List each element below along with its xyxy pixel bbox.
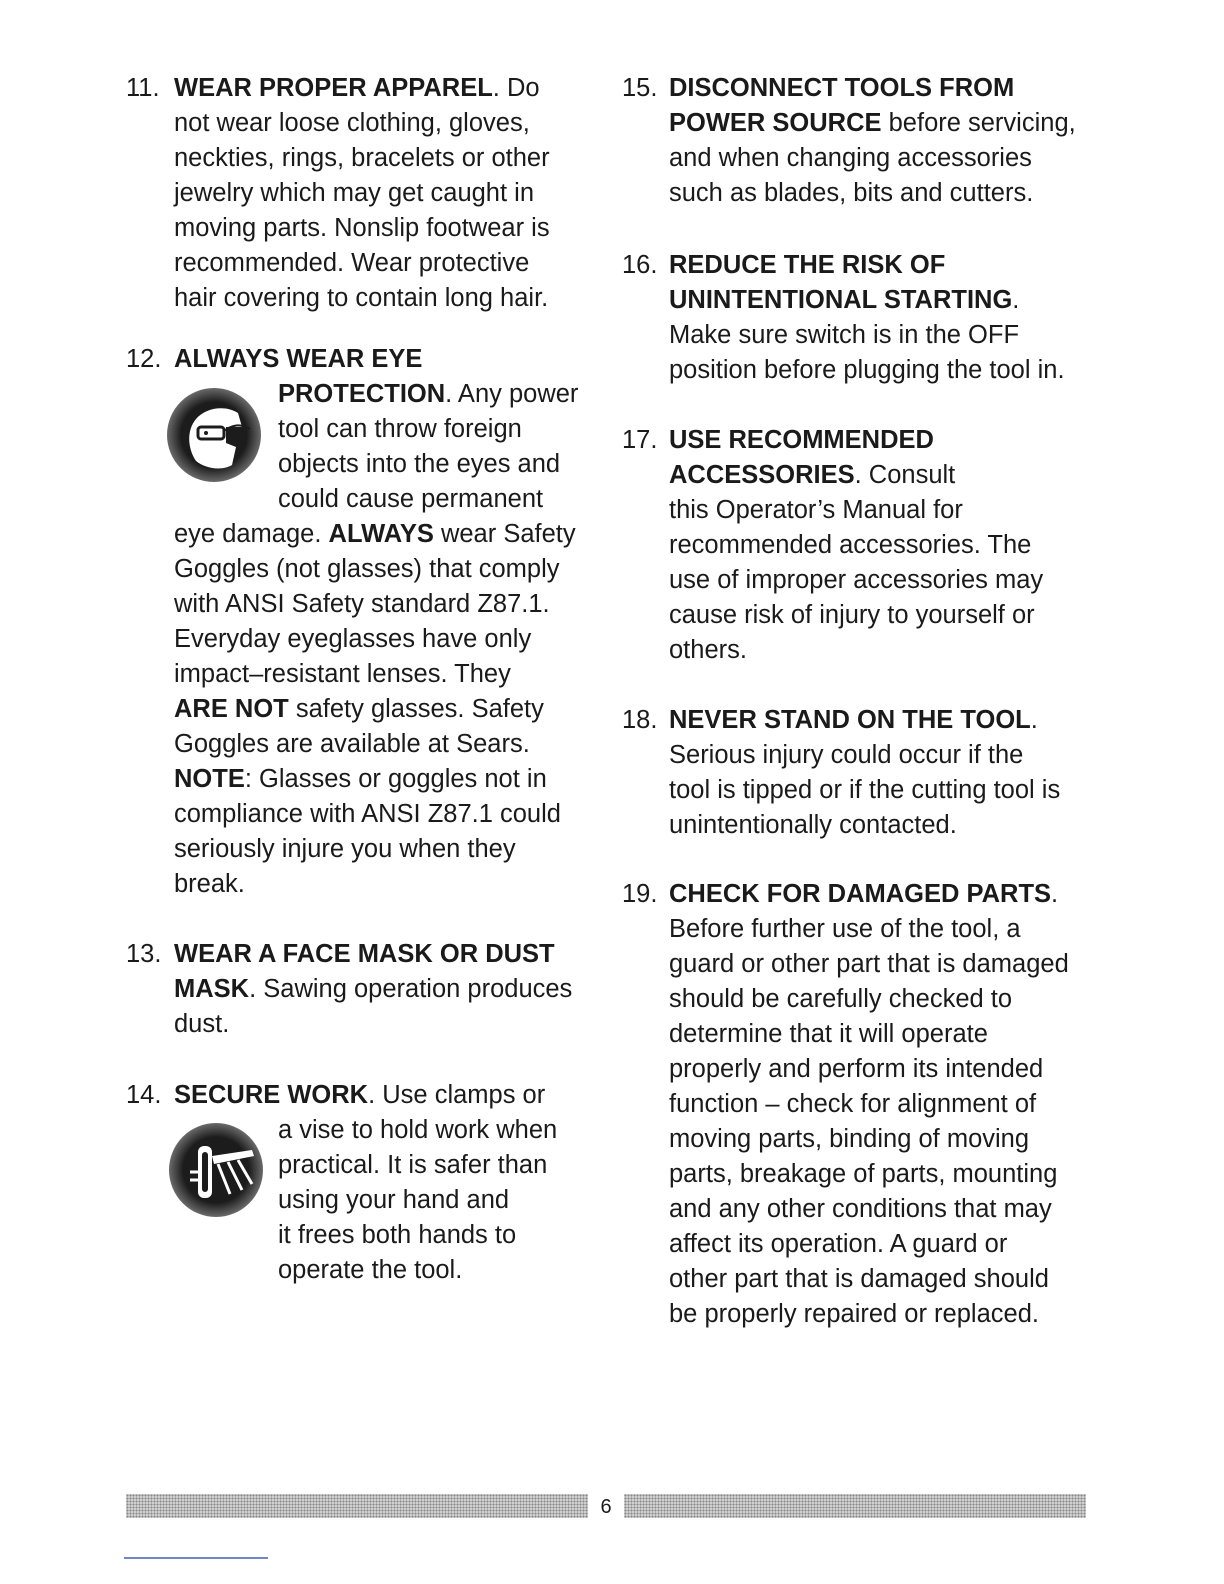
item-line: Make sure switch is in the OFF	[669, 321, 1020, 349]
item-line: function – check for alignment of	[669, 1090, 1037, 1118]
item-line: should be carefully checked to	[669, 985, 1013, 1013]
item-number: 17.	[622, 426, 658, 454]
footer-underline	[124, 1557, 268, 1559]
item-line: recommended accessories. The	[669, 531, 1032, 559]
item-line: cause risk of injury to yourself or	[669, 601, 1035, 629]
item-line: could cause permanent	[278, 485, 544, 513]
item-line: moving parts, binding of moving	[669, 1125, 1030, 1153]
item-line: dust.	[174, 1010, 230, 1038]
item-line: tool can throw foreign	[278, 415, 522, 443]
item-line: moving parts. Nonslip footwear is	[174, 214, 550, 242]
item-line: Goggles (not glasses) that comply	[174, 555, 560, 583]
item-line: objects into the eyes and	[278, 450, 561, 478]
item-line: parts, breakage of parts, mounting	[669, 1160, 1058, 1188]
item-line: it frees both hands to	[278, 1221, 517, 1249]
item-line: be properly repaired or replaced.	[669, 1300, 1039, 1328]
item-title: SECURE WORK	[174, 1081, 369, 1109]
item-line: this Operator’s Manual for	[669, 496, 963, 524]
item-line: a vise to hold work when	[278, 1116, 558, 1144]
item-number: 11.	[126, 74, 160, 102]
item-line: Everyday eyeglasses have only	[174, 625, 532, 653]
item-title: DISCONNECT TOOLS FROM	[669, 74, 1015, 102]
item-title: REDUCE THE RISK OF	[669, 251, 946, 279]
item-line: impact–resistant lenses. They	[174, 660, 511, 688]
item-line: ARE NOT safety glasses. Safety	[174, 695, 544, 723]
item-line: Serious injury could occur if the	[669, 741, 1024, 769]
item-line: such as blades, bits and cutters.	[669, 179, 1034, 207]
footer-pattern-right	[624, 1494, 1086, 1518]
item-number: 19.	[622, 880, 658, 908]
item-line: and when changing accessories	[669, 144, 1032, 172]
item-line: jewelry which may get caught in	[174, 179, 535, 207]
safety-goggles-icon	[166, 387, 262, 483]
item-line: compliance with ANSI Z87.1 could	[174, 800, 561, 828]
item-line: operate the tool.	[278, 1256, 463, 1284]
item-line: neckties, rings, bracelets or other	[174, 144, 550, 172]
item-line: SECURE WORK. Use clamps or	[174, 1081, 546, 1109]
item-title: WEAR PROPER APPAREL	[174, 74, 493, 102]
item-line: seriously injure you when they	[174, 835, 516, 863]
item-line: others.	[669, 636, 747, 664]
item-line: use of improper accessories may	[669, 566, 1044, 594]
item-line: break.	[174, 870, 245, 898]
item-line: Goggles are available at Sears.	[174, 730, 530, 758]
item-title: NEVER STAND ON THE TOOL	[669, 706, 1031, 734]
item-line: NEVER STAND ON THE TOOL.	[669, 706, 1038, 734]
item-title: ALWAYS WEAR EYE	[174, 345, 423, 373]
item-line: and any other conditions that may	[669, 1195, 1052, 1223]
item-line: practical. It is safer than	[278, 1151, 548, 1179]
item-number: 15.	[622, 74, 658, 102]
item-line: other part that is damaged should	[669, 1265, 1049, 1293]
item-line: UNINTENTIONAL STARTING.	[669, 286, 1020, 314]
footer-pattern-left	[126, 1494, 588, 1518]
item-line: recommended. Wear protective	[174, 249, 530, 277]
item-line: guard or other part that is damaged	[669, 950, 1069, 978]
item-line: hair covering to contain long hair.	[174, 284, 549, 312]
item-number: 12.	[126, 345, 162, 373]
item-title: WEAR A FACE MASK OR DUST	[174, 940, 555, 968]
item-line: not wear loose clothing, gloves,	[174, 109, 530, 137]
item-line: Before further use of the tool, a	[669, 915, 1021, 943]
item-line: MASK. Sawing operation produces	[174, 975, 573, 1003]
item-line: eye damage. ALWAYS wear Safety	[174, 520, 576, 548]
item-line: ACCESSORIES. Consult	[669, 461, 956, 489]
item-line: position before plugging the tool in.	[669, 356, 1065, 384]
item-title: USE RECOMMENDED	[669, 426, 934, 454]
item-line: using your hand and	[278, 1186, 510, 1214]
item-number: 16.	[622, 251, 658, 279]
item-line: POWER SOURCE before servicing,	[669, 109, 1076, 137]
item-line: CHECK FOR DAMAGED PARTS.	[669, 880, 1059, 908]
item-number: 13.	[126, 940, 162, 968]
item-line: with ANSI Safety standard Z87.1.	[174, 590, 550, 618]
page-number: 6	[600, 1496, 612, 1518]
item-line: determine that it will operate	[669, 1020, 988, 1048]
item-title: PROTECTION	[278, 380, 446, 408]
item-line: WEAR PROPER APPAREL. Do	[174, 74, 540, 102]
item-line: unintentionally contacted.	[669, 811, 957, 839]
item-line: tool is tipped or if the cutting tool is	[669, 776, 1061, 804]
item-number: 14.	[126, 1081, 162, 1109]
item-line: PROTECTION. Any power	[278, 380, 579, 408]
clamp-icon	[168, 1122, 264, 1218]
item-number: 18.	[622, 706, 658, 734]
item-line: NOTE: Glasses or goggles not in	[174, 765, 547, 793]
item-line: affect its operation. A guard or	[669, 1230, 1008, 1258]
item-line: properly and perform its intended	[669, 1055, 1044, 1083]
item-title: CHECK FOR DAMAGED PARTS	[669, 880, 1052, 908]
